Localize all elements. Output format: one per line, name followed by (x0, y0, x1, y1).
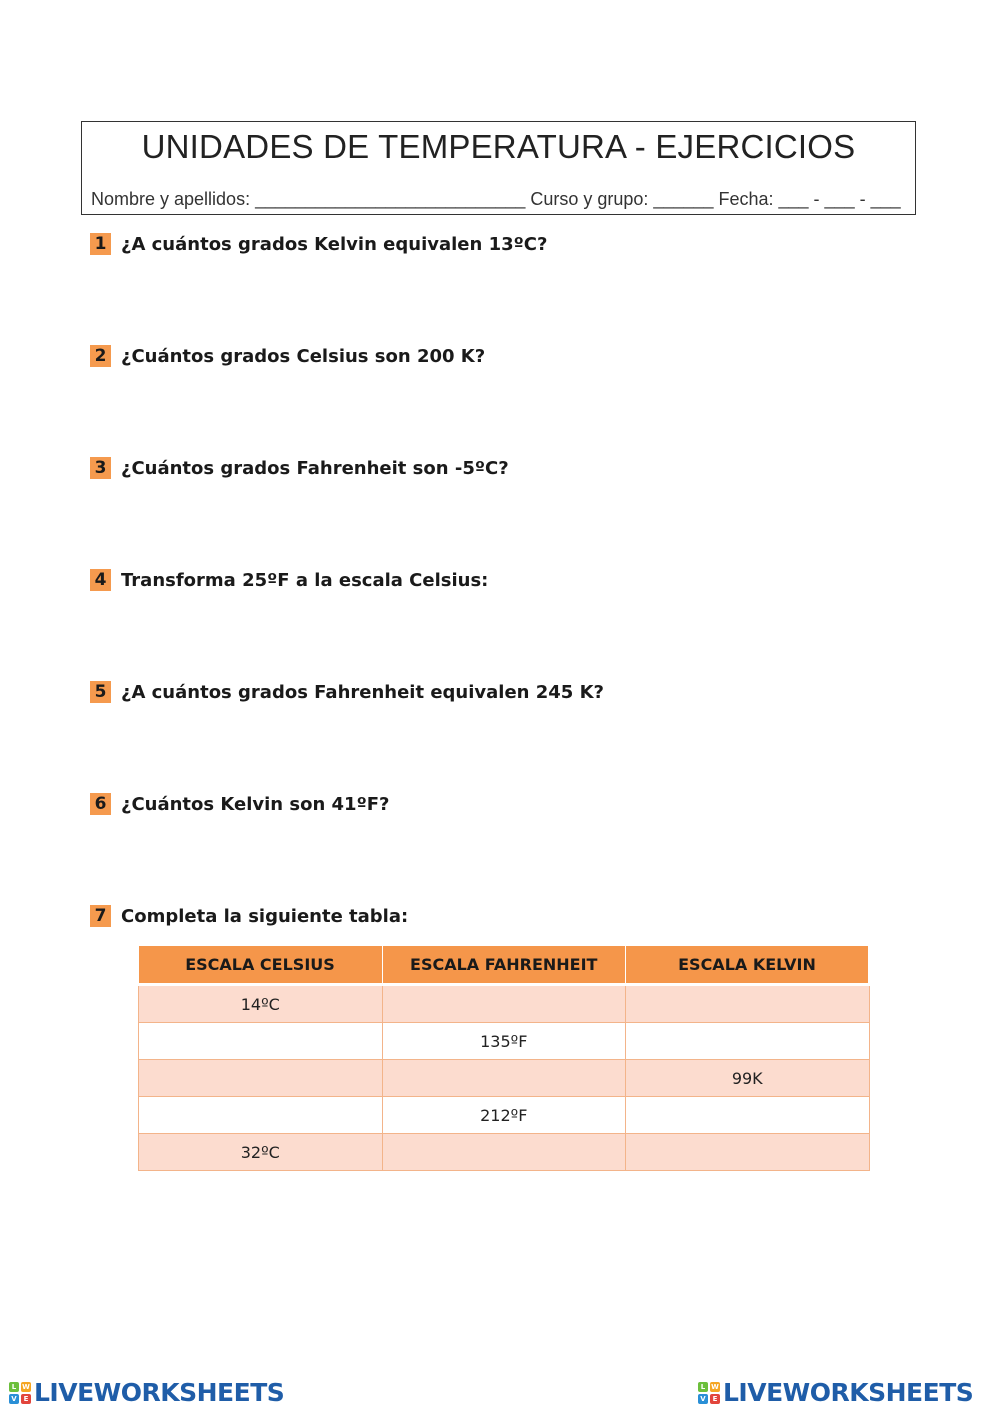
question-5 (90, 681, 604, 703)
question-number-badge: 2 (90, 345, 111, 367)
cell-kelvin[interactable] (626, 1097, 870, 1134)
header-fahrenheit: ESCALA FAHRENHEIT (382, 946, 626, 985)
question-number-badge: 3 (90, 457, 111, 479)
footer-logo-right (698, 1378, 973, 1407)
header-celsius: ESCALA CELSIUS (139, 946, 383, 985)
cell-fahrenheit[interactable]: 212ºF (382, 1097, 626, 1134)
question-text: ¿Cuántos grados Celsius son 200 K? (121, 345, 486, 367)
footer-logo-left (9, 1378, 284, 1407)
table-row (139, 1023, 870, 1060)
question-number-badge: 7 (90, 905, 111, 927)
cell-celsius[interactable]: 32ºC (139, 1134, 383, 1171)
question-7 (90, 905, 408, 927)
student-info-line: Nombre y apellidos: ___________________________ Curso y grupo: ______ Fecha: ___ - ___ - ___ (91, 189, 901, 209)
cell-celsius[interactable] (139, 1023, 383, 1060)
logo-wordmark: LIVEWORKSHEETS (723, 1378, 974, 1407)
cell-celsius[interactable]: 14ºC (139, 985, 383, 1023)
cell-kelvin[interactable]: 99K (626, 1060, 870, 1097)
cell-fahrenheit[interactable]: 135ºF (382, 1023, 626, 1060)
cell-kelvin[interactable] (626, 1023, 870, 1060)
question-text: ¿A cuántos grados Kelvin equivalen 13ºC? (121, 233, 548, 255)
cell-celsius[interactable] (139, 1097, 383, 1134)
table-header-row (139, 946, 870, 985)
question-text: ¿Cuántos grados Fahrenheit son -5ºC? (121, 457, 509, 479)
question-text: Transforma 25ºF a la escala Celsius: (121, 569, 489, 591)
table-row (139, 1134, 870, 1171)
question-number-badge: 5 (90, 681, 111, 703)
question-6 (90, 793, 389, 815)
question-2 (90, 345, 485, 367)
question-4 (90, 569, 488, 591)
cell-fahrenheit[interactable] (382, 1060, 626, 1097)
logo-wordmark: LIVEWORKSHEETS (34, 1378, 285, 1407)
liveworksheets-logo-icon: L W V E (9, 1382, 31, 1404)
cell-celsius[interactable] (139, 1060, 383, 1097)
cell-fahrenheit[interactable] (382, 985, 626, 1023)
worksheet-header (81, 121, 916, 215)
conversion-table (138, 946, 870, 1171)
question-number-badge: 6 (90, 793, 111, 815)
question-3 (90, 457, 509, 479)
header-kelvin: ESCALA KELVIN (626, 946, 870, 985)
cell-fahrenheit[interactable] (382, 1134, 626, 1171)
liveworksheets-logo-icon: L W V E (698, 1382, 720, 1404)
question-text: Completa la siguiente tabla: (121, 905, 409, 927)
cell-kelvin[interactable] (626, 1134, 870, 1171)
page-title: UNIDADES DE TEMPERATURA - EJERCICIOS (141, 128, 856, 165)
question-number-badge: 4 (90, 569, 111, 591)
table-row (139, 1097, 870, 1134)
question-1 (90, 233, 547, 255)
question-text: ¿Cuántos Kelvin son 41ºF? (121, 793, 390, 815)
table-row (139, 985, 870, 1023)
question-number-badge: 1 (90, 233, 111, 255)
cell-kelvin[interactable] (626, 985, 870, 1023)
question-text: ¿A cuántos grados Fahrenheit equivalen 245 K? (121, 681, 604, 703)
table-row (139, 1060, 870, 1097)
